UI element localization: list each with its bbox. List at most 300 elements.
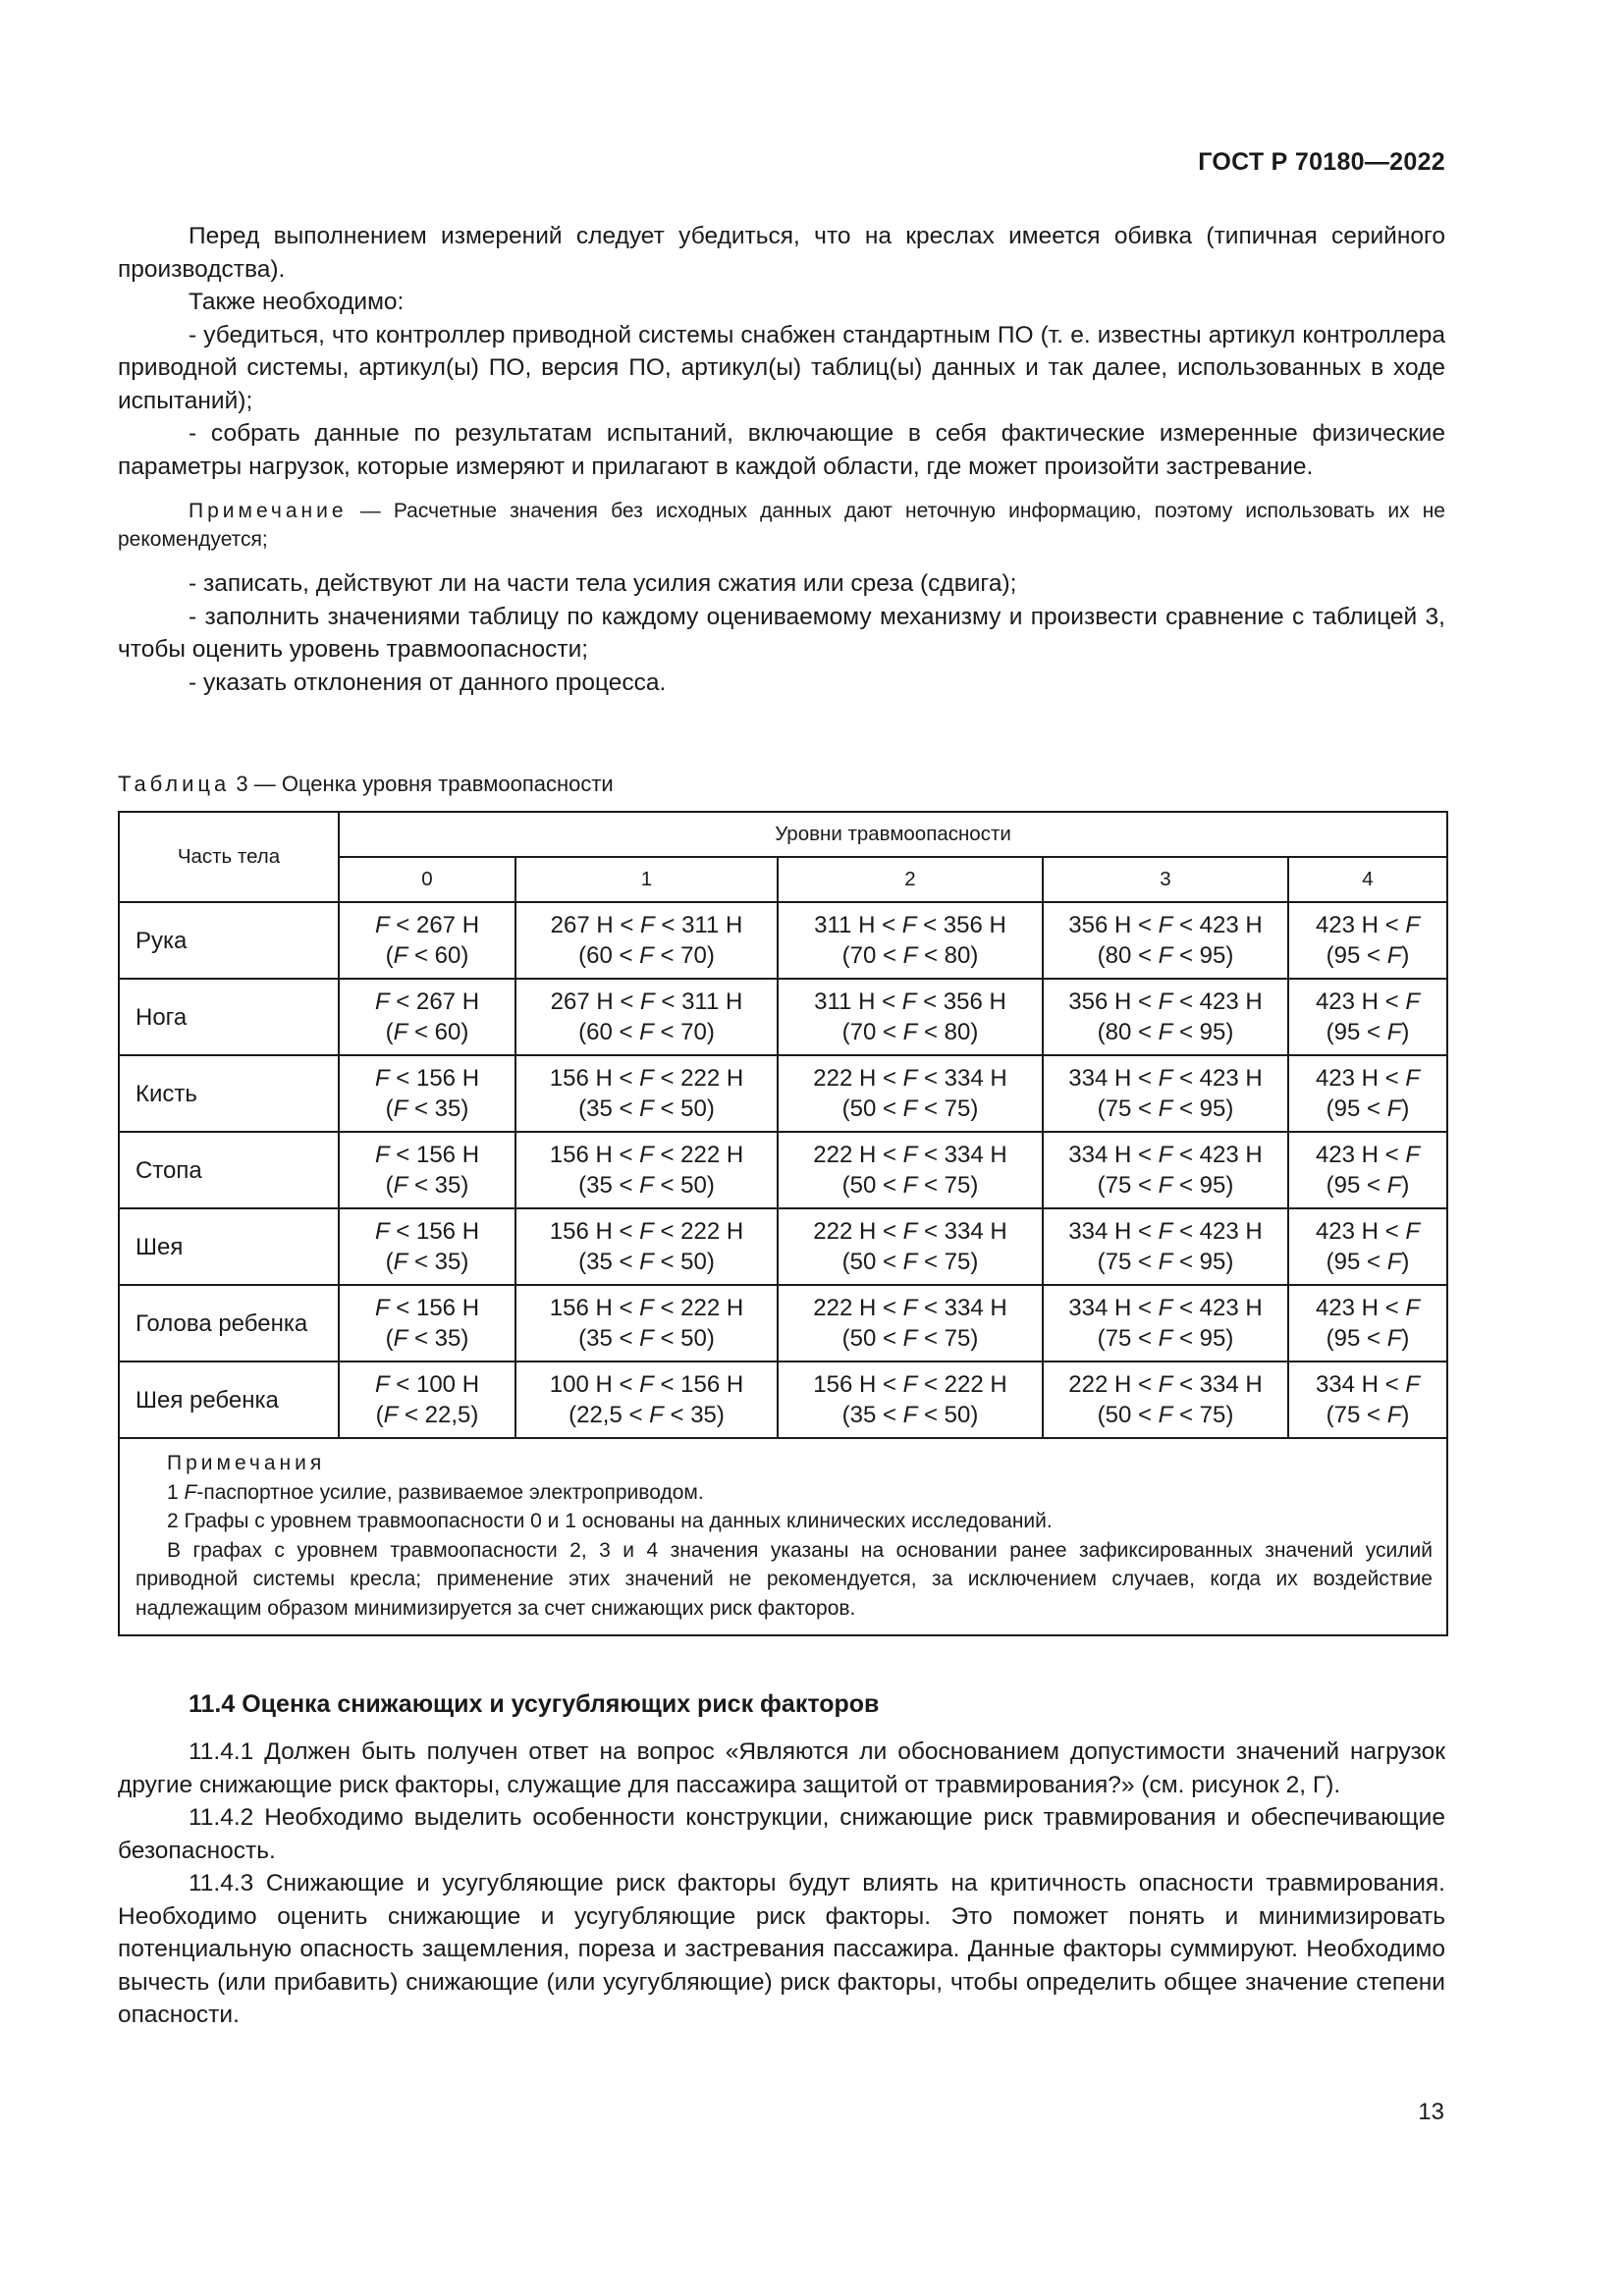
- force-symbol: F: [1405, 1065, 1421, 1092]
- value-text: < 222 Н: [653, 1295, 744, 1321]
- level-cell: [778, 1208, 1043, 1285]
- note-1-symbol: F: [184, 1480, 197, 1504]
- level-cell: [778, 1132, 1043, 1208]
- force-symbol: F: [1158, 1249, 1173, 1275]
- section-body: [118, 1735, 1445, 2032]
- force-symbol: F: [639, 1325, 654, 1352]
- force-symbol: F: [1405, 1142, 1421, 1168]
- value-text: 222 Н <: [813, 1295, 903, 1321]
- level-cell: [515, 979, 778, 1055]
- force-newtons: [1052, 987, 1279, 1017]
- force-symbol: F: [1158, 1172, 1173, 1199]
- force-symbol: F: [1158, 1295, 1173, 1321]
- force-symbol: F: [901, 988, 917, 1015]
- force-symbol: F: [1386, 942, 1402, 969]
- value-text: 334 Н <: [1068, 1142, 1159, 1168]
- force-symbol: F: [374, 1371, 390, 1398]
- value-text: 156 Н <: [549, 1218, 640, 1245]
- note-1-text: -паспортное усилие, развиваемое электроприводом.: [196, 1480, 704, 1504]
- value-text: (35 <: [841, 1402, 903, 1428]
- level-cell: [339, 1132, 515, 1208]
- note-1-number: 1: [167, 1480, 185, 1504]
- section-title: 11.4 Оценка снижающих и усугубляющих риск факторов: [189, 1690, 880, 1718]
- value-text: < 50): [653, 1249, 715, 1275]
- value-text: < 311 Н: [654, 988, 743, 1015]
- level-cell: [515, 1055, 778, 1132]
- level-header-4: 4: [1288, 857, 1447, 902]
- value-text: < 423 Н: [1172, 912, 1263, 938]
- value-text: (70 <: [841, 942, 903, 969]
- force-newtons: [1297, 910, 1438, 940]
- list-item: - убедиться, что контроллер приводной системы снабжен стандартным ПО (т. е. известны артикул контроллера приводной системы, артикул(ы) ПО, версия ПО, артикул(ы) таблиц(ы) данных и так далее, использованных в ходе испытаний);: [118, 321, 1445, 414]
- force-percent: [1297, 1400, 1438, 1430]
- value-text: < 75): [917, 1095, 979, 1122]
- force-percent: [1297, 1094, 1438, 1124]
- force-percent: [786, 1017, 1034, 1047]
- force-symbol: F: [393, 1172, 408, 1199]
- force-newtons: [786, 1063, 1034, 1094]
- force-newtons: [1052, 1369, 1279, 1400]
- force-symbol: F: [902, 1095, 918, 1122]
- value-text: (80 <: [1097, 942, 1159, 969]
- force-newtons: [1297, 1063, 1438, 1094]
- force-newtons: [1297, 987, 1438, 1017]
- force-newtons: [786, 1216, 1034, 1247]
- force-newtons: [348, 1293, 507, 1323]
- level-cell: [339, 1362, 515, 1438]
- value-text: (22,5 <: [568, 1402, 650, 1428]
- force-newtons: [1052, 1140, 1279, 1170]
- value-text: 222 Н <: [1068, 1371, 1159, 1398]
- force-symbol: F: [1158, 1218, 1173, 1245]
- force-symbol: F: [1158, 1371, 1173, 1398]
- value-text: (95 <: [1326, 1095, 1387, 1122]
- table-row: [119, 979, 1447, 1055]
- force-percent: [1297, 940, 1438, 971]
- value-text: 222 Н <: [813, 1218, 903, 1245]
- body-part-cell: Шея: [119, 1208, 339, 1285]
- body-part-cell: Голова ребенка: [119, 1285, 339, 1362]
- value-text: < 80): [917, 942, 979, 969]
- value-text: (: [385, 942, 394, 969]
- force-symbol: F: [393, 1019, 408, 1045]
- level-cell: [778, 1285, 1043, 1362]
- level-header-1: 1: [515, 857, 778, 902]
- value-text: < 70): [653, 1019, 715, 1045]
- value-text: (95 <: [1326, 1019, 1387, 1045]
- force-symbol: F: [1158, 1065, 1173, 1092]
- force-newtons: [786, 910, 1034, 940]
- force-symbol: F: [374, 988, 390, 1015]
- value-text: 156 Н <: [549, 1295, 640, 1321]
- force-percent: [524, 1170, 769, 1201]
- value-text: (35 <: [578, 1249, 640, 1275]
- value-text: < 423 Н: [1172, 1218, 1263, 1245]
- force-percent: [786, 1094, 1034, 1124]
- force-symbol: F: [902, 1142, 918, 1168]
- value-text: < 356 Н: [916, 912, 1006, 938]
- level-cell: [778, 1055, 1043, 1132]
- value-text: (95 <: [1326, 1249, 1387, 1275]
- value-text: ): [1401, 1249, 1410, 1275]
- body-part-cell: Шея ребенка: [119, 1362, 339, 1438]
- value-text: (75 <: [1097, 1325, 1159, 1352]
- force-newtons: [786, 1369, 1034, 1400]
- force-percent: [348, 1094, 507, 1124]
- force-symbol: F: [1386, 1249, 1402, 1275]
- force-symbol: F: [639, 942, 654, 969]
- level-header-3: 3: [1043, 857, 1288, 902]
- body-part-cell: Кисть: [119, 1055, 339, 1132]
- level-header-2: 2: [778, 857, 1043, 902]
- value-text: < 334 Н: [917, 1295, 1007, 1321]
- value-text: 222 Н <: [813, 1142, 903, 1168]
- force-symbol: F: [374, 912, 390, 938]
- force-percent: [786, 1170, 1034, 1201]
- force-symbol: F: [1386, 1325, 1402, 1352]
- value-text: 311 Н <: [814, 912, 902, 938]
- value-text: 423 Н <: [1315, 1218, 1406, 1245]
- value-text: 222 Н <: [813, 1065, 903, 1092]
- value-text: (95 <: [1326, 942, 1387, 969]
- injury-levels-table: [118, 811, 1448, 1636]
- force-symbol: F: [383, 1402, 399, 1428]
- force-symbol: F: [1158, 1019, 1173, 1045]
- value-text: (50 <: [1097, 1402, 1159, 1428]
- value-text: (50 <: [841, 1095, 903, 1122]
- value-text: (95 <: [1326, 1172, 1387, 1199]
- page-number: 13: [1418, 2099, 1444, 2125]
- value-text: ): [1401, 1095, 1410, 1122]
- force-symbol: F: [1158, 1402, 1173, 1428]
- force-symbol: F: [901, 912, 917, 938]
- force-percent: [786, 1400, 1034, 1430]
- value-text: < 95): [1172, 1095, 1234, 1122]
- force-percent: [524, 1017, 769, 1047]
- intro-paragraph: Перед выполнением измерений следует убедиться, что на креслах имеется обивка (типичная серийного производства).: [118, 223, 1445, 283]
- level-cell: [1288, 1208, 1447, 1285]
- level-cell: [339, 902, 515, 979]
- value-text: < 267 Н: [389, 912, 480, 938]
- force-symbol: F: [639, 1019, 654, 1045]
- value-text: < 222 Н: [653, 1142, 744, 1168]
- value-text: 334 Н <: [1068, 1065, 1159, 1092]
- value-text: < 100 Н: [389, 1371, 480, 1398]
- note: [118, 497, 1445, 554]
- value-text: ): [1401, 1172, 1410, 1199]
- value-text: < 75): [917, 1249, 979, 1275]
- value-text: < 423 Н: [1172, 1065, 1263, 1092]
- note-1: [135, 1478, 1433, 1508]
- force-symbol: F: [1405, 1371, 1421, 1398]
- level-cell: [515, 1285, 778, 1362]
- value-text: < 95): [1172, 1249, 1234, 1275]
- force-percent: [348, 940, 507, 971]
- force-symbol: F: [1386, 1402, 1402, 1428]
- value-text: 334 Н <: [1068, 1218, 1159, 1245]
- force-symbol: F: [902, 1019, 918, 1045]
- force-symbol: F: [1386, 1172, 1402, 1199]
- notes-row: [119, 1438, 1447, 1635]
- force-symbol: F: [902, 1218, 918, 1245]
- value-text: 100 Н <: [549, 1371, 640, 1398]
- list-item: - записать, действуют ли на части тела усилия сжатия или среза (сдвига);: [189, 570, 1017, 597]
- value-text: (75 <: [1097, 1172, 1159, 1199]
- value-text: 423 Н <: [1315, 1295, 1406, 1321]
- value-text: (95 <: [1326, 1325, 1387, 1352]
- force-newtons: [348, 1216, 507, 1247]
- document-id: ГОСТ Р 70180—2022: [1198, 148, 1445, 176]
- value-text: < 35): [407, 1249, 469, 1275]
- value-text: (35 <: [578, 1095, 640, 1122]
- level-cell: [1043, 1055, 1288, 1132]
- force-symbol: F: [1386, 1019, 1402, 1045]
- value-text: (70 <: [841, 1019, 903, 1045]
- intro-paragraph: Также необходимо:: [189, 289, 405, 315]
- value-text: < 423 Н: [1172, 1142, 1263, 1168]
- force-newtons: [1297, 1369, 1438, 1400]
- level-cell: [1043, 1132, 1288, 1208]
- value-text: < 95): [1172, 1325, 1234, 1352]
- force-symbol: F: [1405, 1295, 1421, 1321]
- force-symbol: F: [1158, 942, 1173, 969]
- table-body: [119, 902, 1447, 1438]
- value-text: (80 <: [1097, 1019, 1159, 1045]
- value-text: (: [375, 1402, 384, 1428]
- force-newtons: [524, 1140, 769, 1170]
- value-text: (50 <: [841, 1249, 903, 1275]
- force-newtons: [524, 1063, 769, 1094]
- force-symbol: F: [374, 1218, 390, 1245]
- force-symbol: F: [902, 1295, 918, 1321]
- value-text: ): [1401, 942, 1410, 969]
- value-text: 423 Н <: [1315, 988, 1406, 1015]
- level-cell: [339, 1055, 515, 1132]
- force-newtons: [786, 1140, 1034, 1170]
- value-text: < 75): [1172, 1402, 1234, 1428]
- notes-title-text: Примечания: [167, 1452, 326, 1474]
- force-newtons: [348, 1140, 507, 1170]
- value-text: < 35): [407, 1095, 469, 1122]
- force-newtons: [524, 987, 769, 1017]
- note-2: 2 Графы с уровнем травмоопасности 0 и 1 основаны на данных клинических исследований.: [167, 1510, 1053, 1532]
- table-row: [119, 1208, 1447, 1285]
- level-cell: [339, 979, 515, 1055]
- value-text: 156 Н <: [549, 1065, 640, 1092]
- value-text: < 75): [917, 1325, 979, 1352]
- value-text: < 156 Н: [653, 1371, 744, 1398]
- force-symbol: F: [1405, 912, 1421, 938]
- value-text: < 156 Н: [389, 1295, 480, 1321]
- force-percent: [1297, 1247, 1438, 1277]
- level-cell: [1043, 1362, 1288, 1438]
- force-symbol: F: [639, 1249, 654, 1275]
- force-percent: [348, 1247, 507, 1277]
- level-cell: [1043, 1208, 1288, 1285]
- force-symbol: F: [639, 1095, 654, 1122]
- value-text: 356 Н <: [1068, 912, 1159, 938]
- force-newtons: [1297, 1140, 1438, 1170]
- level-cell: [778, 1362, 1043, 1438]
- value-text: < 22,5): [398, 1402, 479, 1428]
- header-levels: Уровни травмоопасности: [339, 812, 1447, 857]
- force-newtons: [348, 1063, 507, 1094]
- note-text: — Расчетные значения без исходных данных дают неточную информацию, поэтому использовать их не рекомендуется;: [118, 500, 1445, 551]
- level-cell: [515, 902, 778, 979]
- table-caption-text: 3 — Оценка уровня травмоопасности: [230, 772, 614, 796]
- notes-title: [135, 1449, 1433, 1478]
- value-text: 423 Н <: [1315, 1142, 1406, 1168]
- force-newtons: [786, 987, 1034, 1017]
- value-text: (35 <: [578, 1325, 640, 1352]
- value-text: < 60): [407, 942, 469, 969]
- force-newtons: [524, 910, 769, 940]
- value-text: (50 <: [841, 1172, 903, 1199]
- value-text: 267 Н <: [550, 988, 641, 1015]
- intro-block: [118, 220, 1445, 699]
- value-text: 311 Н <: [814, 988, 902, 1015]
- value-text: < 75): [917, 1172, 979, 1199]
- force-symbol: F: [393, 1095, 408, 1122]
- force-symbol: F: [374, 1142, 390, 1168]
- value-text: < 50): [653, 1095, 715, 1122]
- body-part-cell: Рука: [119, 902, 339, 979]
- list-item: - указать отклонения от данного процесса.: [189, 668, 667, 696]
- value-text: (75 <: [1326, 1402, 1387, 1428]
- force-newtons: [348, 1369, 507, 1400]
- value-text: < 156 Н: [389, 1065, 480, 1092]
- force-percent: [1052, 1170, 1279, 1201]
- note-3: В графах с уровнем травмоопасности 2, 3 и 4 значения указаны на основании ранее зафиксированных значений усилий приводной системы кресла; применение этих значений не рекомендуется, за исключением случаев, когда их воздействие надлежащим образом минимизируется за счет снижающих риск факторов.: [135, 1538, 1433, 1620]
- force-symbol: F: [374, 1065, 390, 1092]
- value-text: (75 <: [1097, 1095, 1159, 1122]
- value-text: < 80): [917, 1019, 979, 1045]
- value-text: (50 <: [841, 1325, 903, 1352]
- table-row: [119, 902, 1447, 979]
- force-symbol: F: [902, 1172, 918, 1199]
- force-percent: [786, 1247, 1034, 1277]
- force-symbol: F: [393, 942, 408, 969]
- value-text: (: [385, 1019, 394, 1045]
- table-row: [119, 1285, 1447, 1362]
- force-symbol: F: [902, 1249, 918, 1275]
- value-text: < 95): [1172, 942, 1234, 969]
- table-row: [119, 1362, 1447, 1438]
- level-cell: [339, 1285, 515, 1362]
- force-percent: [1052, 1247, 1279, 1277]
- force-symbol: F: [639, 1142, 654, 1168]
- force-percent: [348, 1323, 507, 1354]
- level-header-0: 0: [339, 857, 515, 902]
- force-percent: [1052, 1400, 1279, 1430]
- force-symbol: F: [639, 1295, 654, 1321]
- force-percent: [524, 940, 769, 971]
- force-newtons: [524, 1216, 769, 1247]
- table-row: [119, 1055, 1447, 1132]
- value-text: < 423 Н: [1172, 988, 1263, 1015]
- force-percent: [524, 1094, 769, 1124]
- notes-cell: [119, 1438, 1447, 1635]
- force-percent: [348, 1017, 507, 1047]
- force-symbol: F: [1386, 1095, 1402, 1122]
- force-symbol: F: [1158, 1325, 1173, 1352]
- note-label: Примечание: [189, 500, 348, 522]
- force-newtons: [524, 1293, 769, 1323]
- force-symbol: F: [640, 988, 655, 1015]
- level-cell: [1043, 979, 1288, 1055]
- level-cell: [1043, 1285, 1288, 1362]
- value-text: (35 <: [578, 1172, 640, 1199]
- section-paragraph: 11.4.1 Должен быть получен ответ на вопрос «Являются ли обоснованием допустимости значений нагрузок другие снижающие риск факторы, служащие для пассажира защитой от травмирования?» (см. рисунок 2, Г).: [118, 1738, 1445, 1798]
- value-text: < 334 Н: [917, 1065, 1007, 1092]
- force-percent: [1297, 1170, 1438, 1201]
- value-text: 423 Н <: [1315, 1065, 1406, 1092]
- force-newtons: [786, 1293, 1034, 1323]
- body-part-cell: Стопа: [119, 1132, 339, 1208]
- force-symbol: F: [639, 1371, 654, 1398]
- force-percent: [1052, 1094, 1279, 1124]
- value-text: 156 Н <: [549, 1142, 640, 1168]
- level-cell: [1288, 1132, 1447, 1208]
- table-caption-label: Таблица: [118, 772, 231, 796]
- value-text: 334 Н <: [1068, 1295, 1159, 1321]
- value-text: < 35): [663, 1402, 725, 1428]
- level-cell: [778, 979, 1043, 1055]
- force-newtons: [1297, 1293, 1438, 1323]
- force-newtons: [348, 987, 507, 1017]
- level-cell: [1288, 979, 1447, 1055]
- value-text: < 35): [407, 1172, 469, 1199]
- value-text: < 356 Н: [916, 988, 1006, 1015]
- force-percent: [1052, 940, 1279, 971]
- force-symbol: F: [639, 1065, 654, 1092]
- force-symbol: F: [640, 912, 655, 938]
- force-percent: [348, 1400, 507, 1430]
- force-percent: [1052, 1323, 1279, 1354]
- force-symbol: F: [393, 1325, 408, 1352]
- value-text: (: [385, 1095, 394, 1122]
- value-text: < 95): [1172, 1019, 1234, 1045]
- force-symbol: F: [1158, 912, 1173, 938]
- level-cell: [339, 1208, 515, 1285]
- force-newtons: [348, 910, 507, 940]
- force-percent: [1052, 1017, 1279, 1047]
- level-cell: [1288, 1362, 1447, 1438]
- value-text: < 50): [653, 1172, 715, 1199]
- table-caption: [118, 772, 614, 797]
- value-text: < 156 Н: [389, 1142, 480, 1168]
- level-cell: [1288, 1055, 1447, 1132]
- force-symbol: F: [1158, 988, 1173, 1015]
- force-newtons: [1297, 1216, 1438, 1247]
- value-text: < 222 Н: [653, 1218, 744, 1245]
- value-text: ): [1401, 1325, 1410, 1352]
- force-percent: [1297, 1323, 1438, 1354]
- value-text: (60 <: [578, 1019, 640, 1045]
- value-text: (: [385, 1249, 394, 1275]
- force-symbol: F: [1405, 1218, 1421, 1245]
- force-percent: [1297, 1017, 1438, 1047]
- value-text: (: [385, 1325, 394, 1352]
- force-symbol: F: [902, 1065, 918, 1092]
- level-cell: [778, 902, 1043, 979]
- header-body-part: Часть тела: [119, 812, 339, 902]
- value-text: 156 Н <: [813, 1371, 903, 1398]
- section-paragraph: 11.4.3 Снижающие и усугубляющие риск факторы будут влиять на критичность опасности травмирования. Необходимо оценить снижающие и усугубляющие риск факторы. Это поможет понять и минимизировать потенциальную опасность защемления, пореза и застревания пассажира. Данные факторы суммируют. Необходимо вычесть (или прибавить) снижающие (или усугубляющие) риск факторы, чтобы определить общее значение степени опасности.: [118, 1870, 1445, 2028]
- force-newtons: [1052, 1063, 1279, 1094]
- value-text: 267 Н <: [550, 912, 641, 938]
- value-text: < 334 Н: [917, 1142, 1007, 1168]
